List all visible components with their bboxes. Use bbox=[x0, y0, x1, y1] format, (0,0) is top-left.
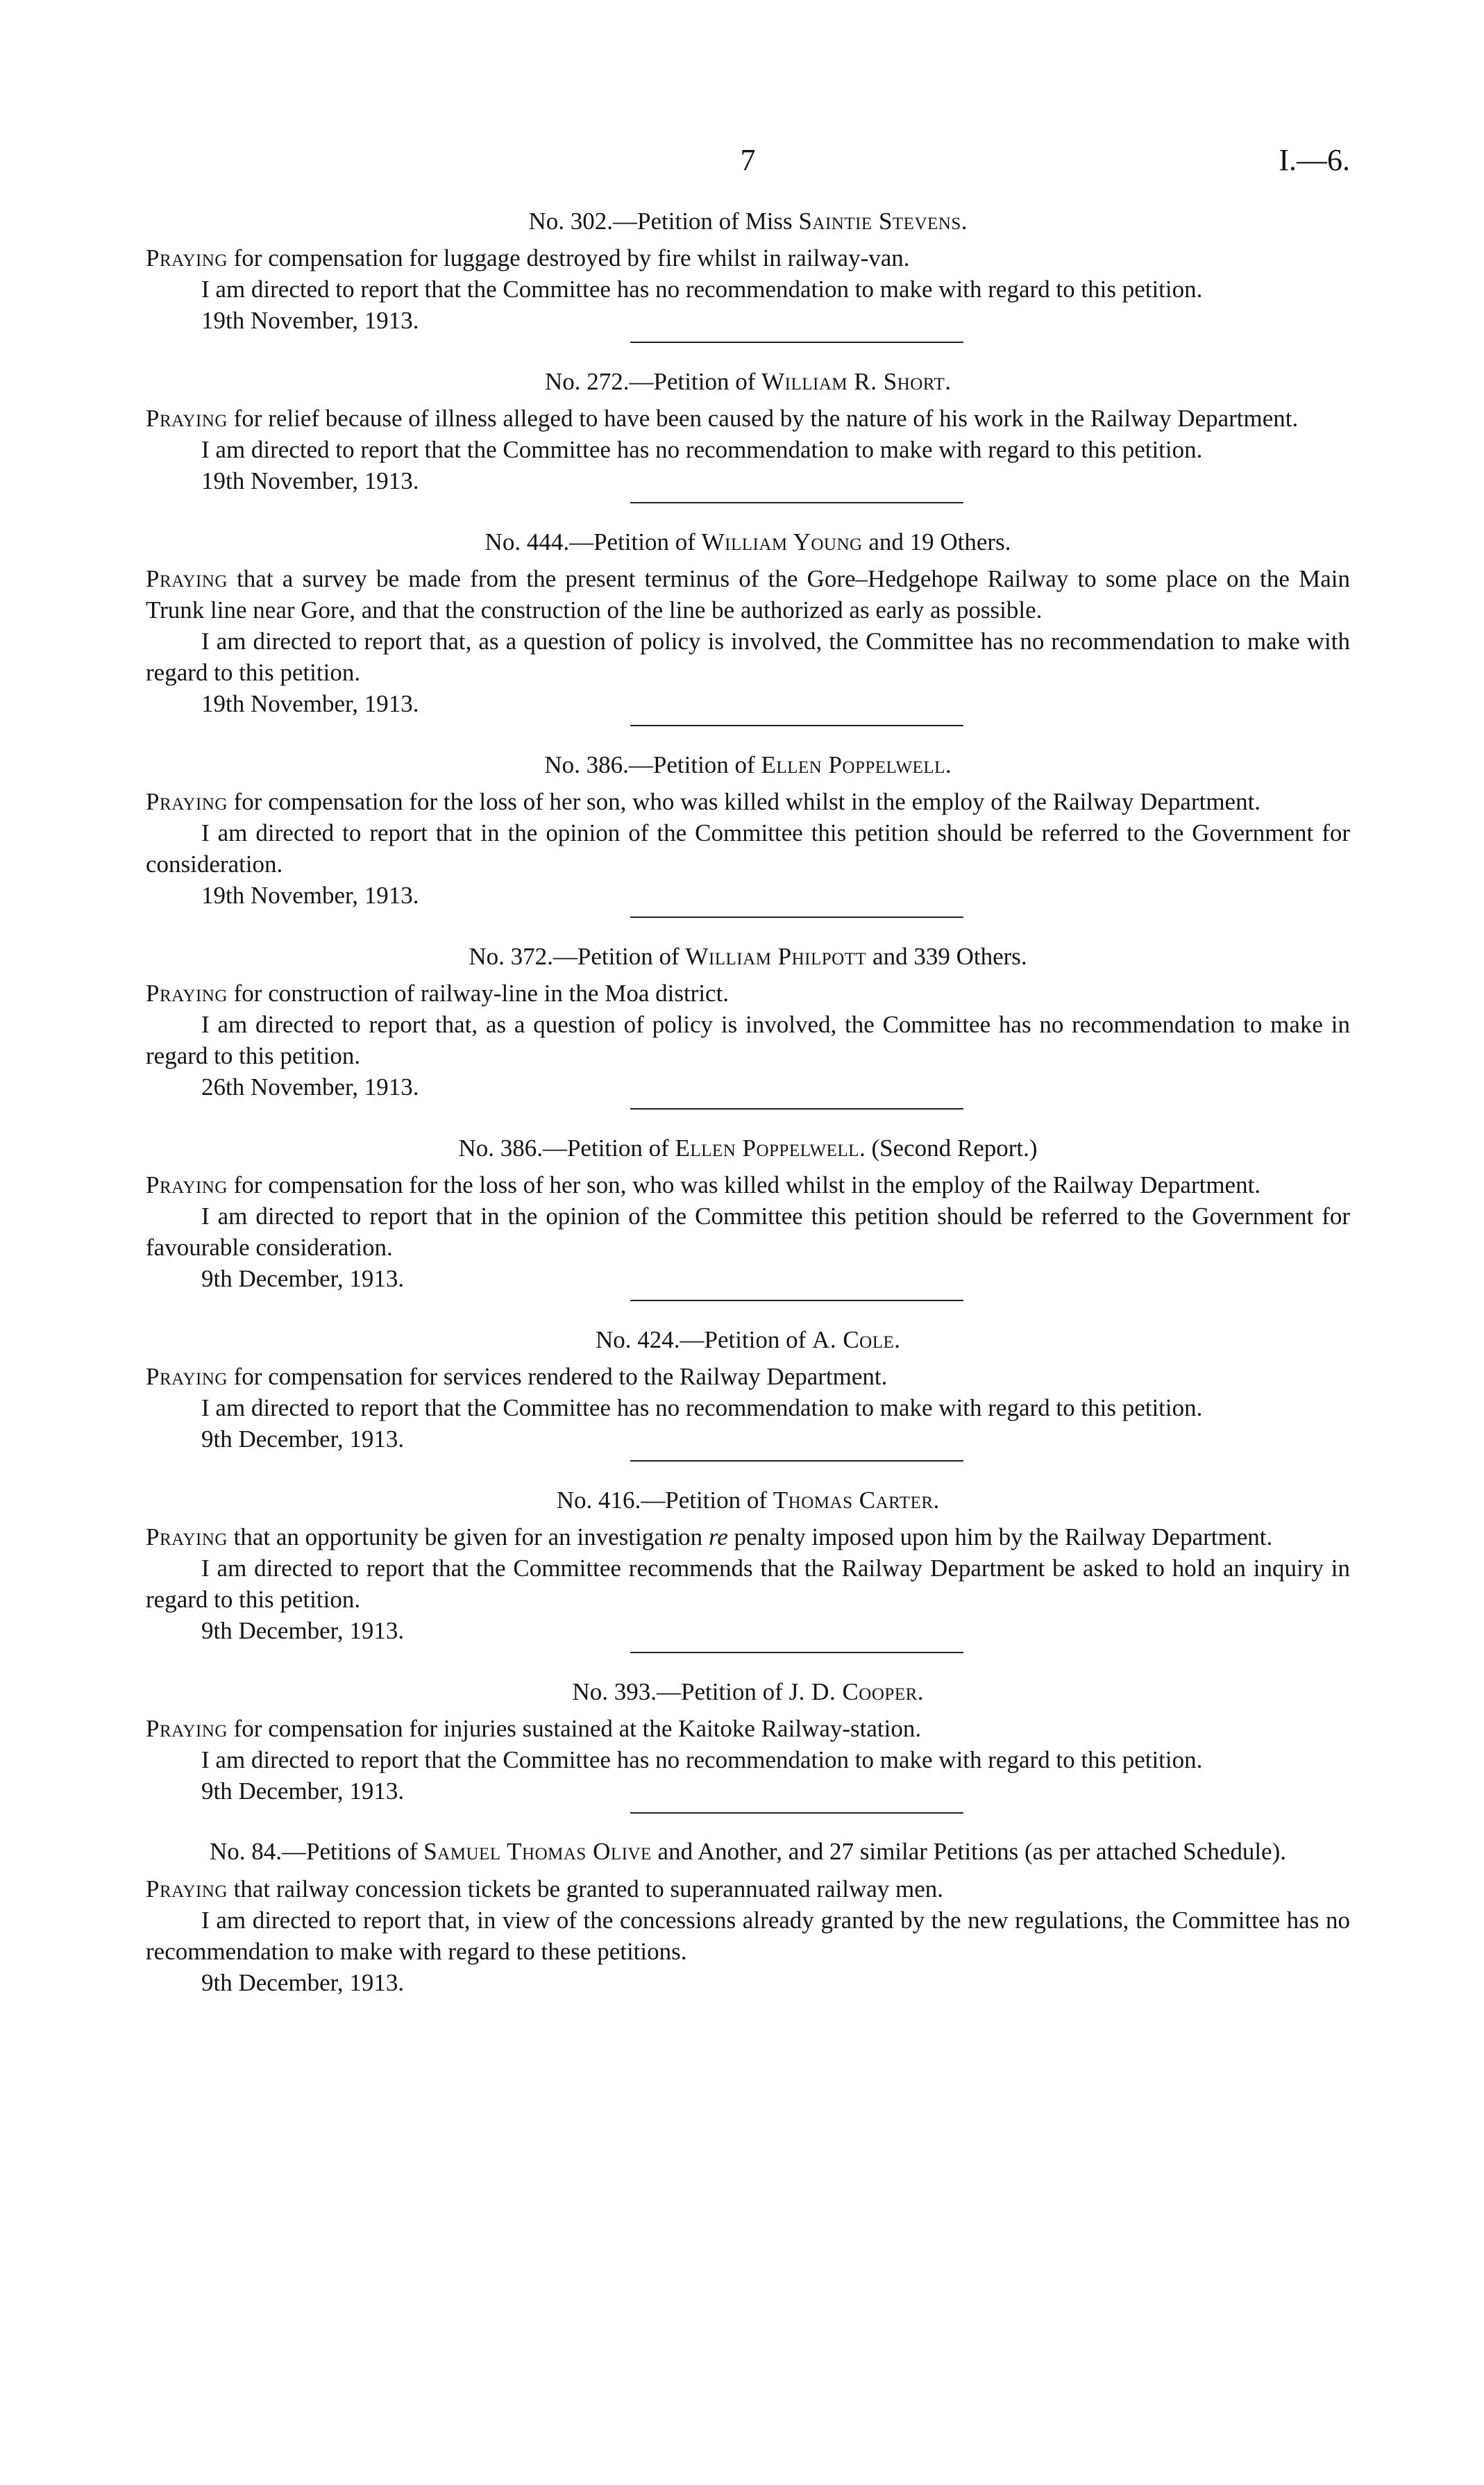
praying-text-continued: penalty imposed upon him by the Railway Department. bbox=[727, 1523, 1273, 1550]
praying-paragraph bbox=[146, 563, 1350, 626]
petition-title bbox=[146, 205, 1350, 238]
praying-text: for compensation for luggage destroyed by fire whilst in railway-van. bbox=[227, 244, 910, 271]
praying-word: Praying bbox=[146, 1363, 228, 1390]
petitioner-name: William Philpott bbox=[685, 943, 867, 970]
petition-title-prefix: No. 84.—Petitions of bbox=[210, 1838, 424, 1865]
report-paragraph: I am directed to report that the Committee has no recommendation to make with regard to this petition. bbox=[201, 1746, 1203, 1773]
petition-title bbox=[146, 365, 1350, 399]
petition-title-suffix: . bbox=[961, 208, 968, 235]
petition-title-suffix: and 339 Others. bbox=[866, 943, 1027, 970]
praying-paragraph bbox=[146, 1713, 1350, 1744]
report-paragraph: I am directed to report that the Committee recommends that the Railway Department be asked to hold an inquiry in regard to this petition. bbox=[146, 1555, 1350, 1613]
petition-entry bbox=[146, 1132, 1350, 1301]
page-header bbox=[146, 142, 1350, 184]
petition-title-prefix: No. 372.—Petition of bbox=[469, 943, 686, 970]
petition-title-suffix: . bbox=[945, 368, 951, 395]
petition-title bbox=[146, 1675, 1350, 1709]
petition-title bbox=[146, 1836, 1350, 1868]
petition-title-suffix: . bbox=[894, 1326, 901, 1353]
petition-title-prefix: No. 393.—Petition of bbox=[572, 1678, 789, 1705]
praying-text: for compensation for the loss of her son, who was killed whilst in the employ of the Railway Department. bbox=[227, 788, 1261, 815]
praying-paragraph bbox=[146, 1521, 1350, 1553]
petitioner-name: Ellen Poppelwell bbox=[761, 751, 945, 778]
petition-title bbox=[146, 1132, 1350, 1165]
petitioner-name: Saintie Stevens bbox=[798, 208, 961, 235]
report-date: 19th November, 1913. bbox=[201, 882, 419, 909]
report-paragraph: I am directed to report that the Committee has no recommendation to make with regard to this petition. bbox=[201, 276, 1203, 303]
report-paragraph: I am directed to report that in the opinion of the Committee this petition should be referred to the Government for consideration. bbox=[146, 819, 1350, 878]
praying-word: Praying bbox=[146, 405, 228, 432]
petitioner-name: Thomas Carter bbox=[773, 1487, 934, 1514]
praying-word: Praying bbox=[146, 1523, 228, 1550]
petition-title-prefix: No. 444.—Petition of bbox=[484, 528, 702, 555]
petition-title-prefix: No. 386.—Petition of bbox=[458, 1135, 675, 1162]
petitioner-name: J. D. Cooper bbox=[789, 1678, 918, 1705]
report-paragraph: I am directed to report that in the opinion of the Committee this petition should be referred to the Government for favourable consideration. bbox=[146, 1203, 1350, 1261]
section-divider bbox=[630, 1652, 963, 1653]
report-paragraph: I am directed to report that, as a question of policy is involved, the Committee has no recommendation to make in regard to this petition. bbox=[146, 1011, 1350, 1069]
section-divider bbox=[630, 1300, 963, 1301]
petition-title-prefix: No. 302.—Petition of Miss bbox=[528, 208, 799, 235]
report-date: 9th December, 1913. bbox=[201, 1265, 405, 1292]
praying-text: that railway concession tickets be granted to superannuated railway men. bbox=[227, 1875, 944, 1902]
praying-paragraph bbox=[146, 978, 1350, 1009]
praying-text: that an opportunity be given for an investigation bbox=[227, 1523, 709, 1550]
report-date: 19th November, 1913. bbox=[201, 467, 419, 494]
praying-paragraph bbox=[146, 403, 1350, 434]
petition-title-prefix: No. 386.—Petition of bbox=[544, 751, 761, 778]
praying-word: Praying bbox=[146, 980, 228, 1007]
section-divider bbox=[630, 502, 963, 503]
petitioner-name: Ellen Poppelwell bbox=[675, 1135, 859, 1162]
petition-title bbox=[146, 1323, 1350, 1357]
report-paragraph: I am directed to report that, in view of the concessions already granted by the new regulations, the Committee has no recommendation to make with regard to these petitions. bbox=[146, 1907, 1350, 1965]
praying-paragraph bbox=[146, 786, 1350, 817]
petition-title-suffix: . bbox=[945, 751, 952, 778]
section-divider bbox=[630, 725, 963, 726]
section-divider bbox=[630, 342, 963, 343]
report-date: 19th November, 1913. bbox=[201, 307, 419, 334]
petition-title-prefix: No. 272.—Petition of bbox=[545, 368, 762, 395]
petition-title-suffix: and 19 Others. bbox=[862, 528, 1011, 555]
petition-entry bbox=[146, 1836, 1350, 1998]
report-date: 26th November, 1913. bbox=[201, 1073, 419, 1101]
praying-text: for construction of railway-line in the Moa district. bbox=[227, 980, 730, 1007]
petition-entry bbox=[146, 748, 1350, 918]
petition-title bbox=[146, 748, 1350, 782]
petition-title-prefix: No. 424.—Petition of bbox=[595, 1326, 813, 1353]
petition-entry bbox=[146, 526, 1350, 726]
petition-title-suffix: . bbox=[933, 1487, 940, 1514]
petitioner-name: William R. Short bbox=[761, 368, 945, 395]
petition-entries bbox=[146, 205, 1350, 1998]
petition-title bbox=[146, 1484, 1350, 1517]
petition-entry bbox=[146, 365, 1350, 503]
petitioner-name: William Young bbox=[701, 528, 863, 555]
page-number: 7 bbox=[740, 143, 756, 177]
report-date: 9th December, 1913. bbox=[201, 1777, 405, 1805]
petition-entry bbox=[146, 940, 1350, 1110]
petitioner-name: Samuel Thomas Olive bbox=[423, 1838, 652, 1865]
document-reference: I.—6. bbox=[1279, 143, 1350, 177]
report-date: 9th December, 1913. bbox=[201, 1969, 405, 1996]
praying-word: Praying bbox=[146, 1715, 228, 1742]
petition-entry bbox=[146, 1484, 1350, 1653]
praying-word: Praying bbox=[146, 1875, 228, 1902]
praying-paragraph bbox=[146, 1361, 1350, 1392]
petitioner-name: A. Cole bbox=[812, 1326, 895, 1353]
section-divider bbox=[630, 1108, 963, 1110]
petition-title bbox=[146, 526, 1350, 559]
report-date: 9th December, 1913. bbox=[201, 1617, 405, 1644]
petition-entry bbox=[146, 1323, 1350, 1462]
report-paragraph: I am directed to report that the Committee has no recommendation to make with regard to this petition. bbox=[201, 1394, 1203, 1421]
praying-text: for compensation for injuries sustained at the Kaitoke Railway-station. bbox=[227, 1715, 922, 1742]
praying-word: Praying bbox=[146, 788, 228, 815]
praying-paragraph bbox=[146, 242, 1350, 274]
report-date: 9th December, 1913. bbox=[201, 1425, 405, 1453]
petition-title bbox=[146, 940, 1350, 973]
report-paragraph: I am directed to report that the Committee has no recommendation to make with regard to this petition. bbox=[201, 436, 1203, 463]
praying-word: Praying bbox=[146, 565, 228, 592]
section-divider bbox=[630, 1812, 963, 1814]
praying-text: that a survey be made from the present terminus of the Gore–Hedgehope Railway to some place on the Main Trunk line near Gore, and that the construction of the line be authorized as early as possible. bbox=[146, 565, 1350, 624]
section-divider bbox=[630, 917, 963, 918]
praying-word: Praying bbox=[146, 1171, 228, 1198]
praying-text: for relief because of illness alleged to have been caused by the nature of his work in the Railway Department. bbox=[227, 405, 1299, 432]
section-divider bbox=[630, 1460, 963, 1462]
petition-title-suffix: . (Second Report.) bbox=[859, 1135, 1038, 1162]
praying-text: for compensation for the loss of her son, who was killed whilst in the employ of the Railway Department. bbox=[227, 1171, 1261, 1198]
petition-title-prefix: No. 416.—Petition of bbox=[556, 1487, 773, 1514]
petition-entry bbox=[146, 205, 1350, 343]
petition-entry bbox=[146, 1675, 1350, 1814]
petition-title-suffix: and Another, and 27 similar Petitions (as per attached Schedule). bbox=[651, 1838, 1286, 1865]
praying-paragraph bbox=[146, 1873, 1350, 1905]
praying-word: Praying bbox=[146, 244, 228, 271]
praying-italic-term: re bbox=[708, 1523, 728, 1550]
praying-paragraph bbox=[146, 1169, 1350, 1200]
report-paragraph: I am directed to report that, as a question of policy is involved, the Committee has no recommendation to make with regard to this petition. bbox=[146, 628, 1350, 686]
report-date: 19th November, 1913. bbox=[201, 690, 419, 717]
petition-title-suffix: . bbox=[917, 1678, 924, 1705]
praying-text: for compensation for services rendered to the Railway Department. bbox=[227, 1363, 888, 1390]
